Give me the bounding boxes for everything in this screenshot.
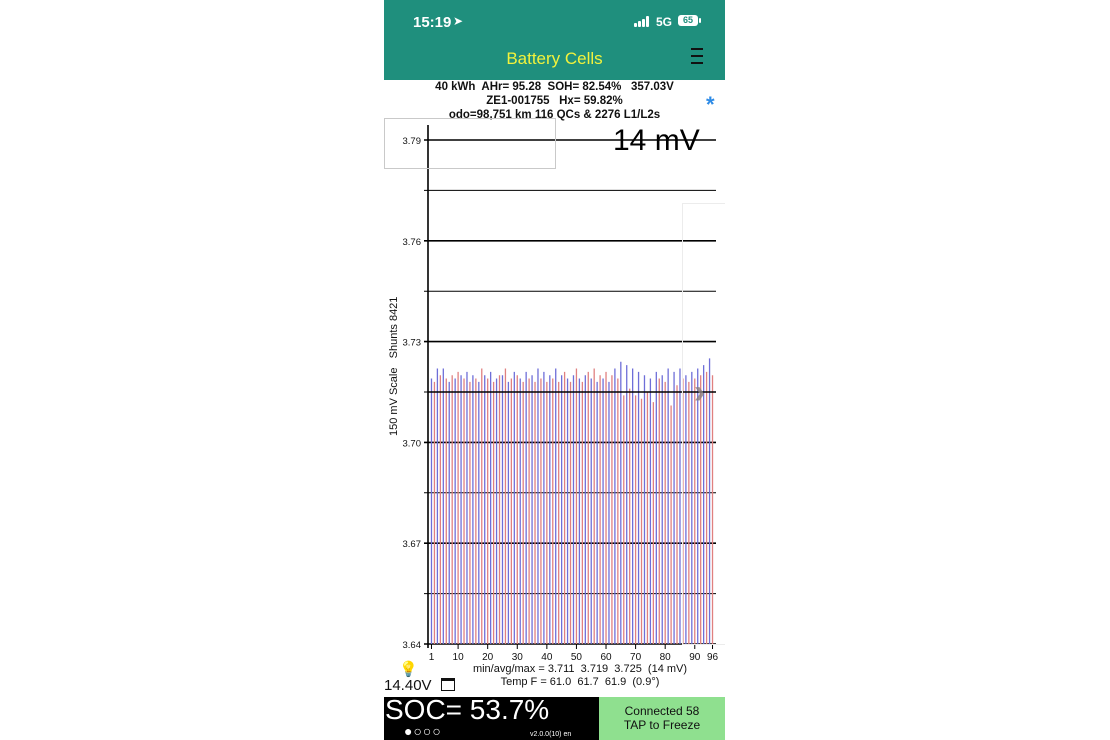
soc-panel[interactable]: [384, 694, 599, 740]
side-panel-handle[interactable]: [682, 203, 725, 645]
y-tick-label: 3.73: [402, 337, 421, 349]
connection-status: Connected 58: [624, 704, 700, 718]
x-tick-label: 50: [570, 652, 582, 660]
x-tick-label: 30: [511, 652, 523, 660]
bulb-icon[interactable]: 💡: [399, 661, 418, 678]
x-tick-label: 40: [541, 652, 553, 660]
y-tick-label: 3.67: [402, 539, 421, 551]
soc-value: SOC= 53.7%: [385, 694, 550, 725]
cell-voltage-chart[interactable]: [384, 120, 725, 660]
odometer-charges: odo=98,751 km 116 QCs & 2276 L1/L2s: [448, 109, 661, 121]
page-dots[interactable]: ●○○○: [404, 723, 442, 739]
y-tick-label: 3.70: [402, 438, 421, 450]
y-tick-label: 3.76: [402, 236, 421, 248]
battery-tip: [699, 18, 701, 23]
vin-health: ZE1-001755 Hx= 59.82%: [486, 95, 623, 107]
x-tick-label: 10: [452, 652, 464, 660]
bluetooth-star-icon[interactable]: *: [706, 92, 715, 117]
menu-icon[interactable]: [691, 47, 703, 65]
status-time: 15:19: [413, 14, 452, 31]
freeze-button[interactable]: [599, 697, 725, 740]
phone-screen: [384, 0, 725, 740]
next-arrow-icon[interactable]: ›: [694, 373, 706, 411]
x-tick-label: 1: [428, 652, 435, 660]
x-tick-label: 60: [600, 652, 612, 660]
aux-voltage: 14.40V: [384, 677, 432, 694]
x-tick-label: 96: [706, 652, 719, 660]
network-type: 5G: [656, 15, 673, 29]
x-tick-label: 90: [689, 652, 701, 660]
zoom-overlay-box[interactable]: [384, 118, 556, 169]
min-avg-max: min/avg/max = 3.711 3.719 3.725 (14 mV): [472, 663, 688, 675]
freeze-label: TAP to Freeze: [623, 718, 701, 732]
x-tick-label: 70: [630, 652, 642, 660]
battery-summary: 40 kWh AHr= 95.28 SOH= 82.54% 357.03V: [435, 81, 674, 93]
x-tick-label: 20: [482, 652, 494, 660]
battery-icon: 65: [678, 15, 698, 26]
y-tick-label: 3.79: [402, 136, 421, 147]
temperature-stats: Temp F = 61.0 61.7 61.9 (0.9°): [500, 676, 660, 688]
y-tick-label: 3.64: [402, 640, 421, 651]
signal-icon: [634, 16, 650, 27]
x-tick-label: 80: [659, 652, 671, 660]
y-axis-label: 150 mV Scale Shunts 8421: [388, 296, 400, 436]
app-header: [384, 0, 725, 80]
spread-label: 14 mV: [613, 124, 700, 157]
app-version: v2.0.0(10) en: [530, 731, 572, 738]
page-title: Battery Cells: [506, 49, 603, 68]
location-arrow-icon: ➤: [453, 14, 464, 28]
